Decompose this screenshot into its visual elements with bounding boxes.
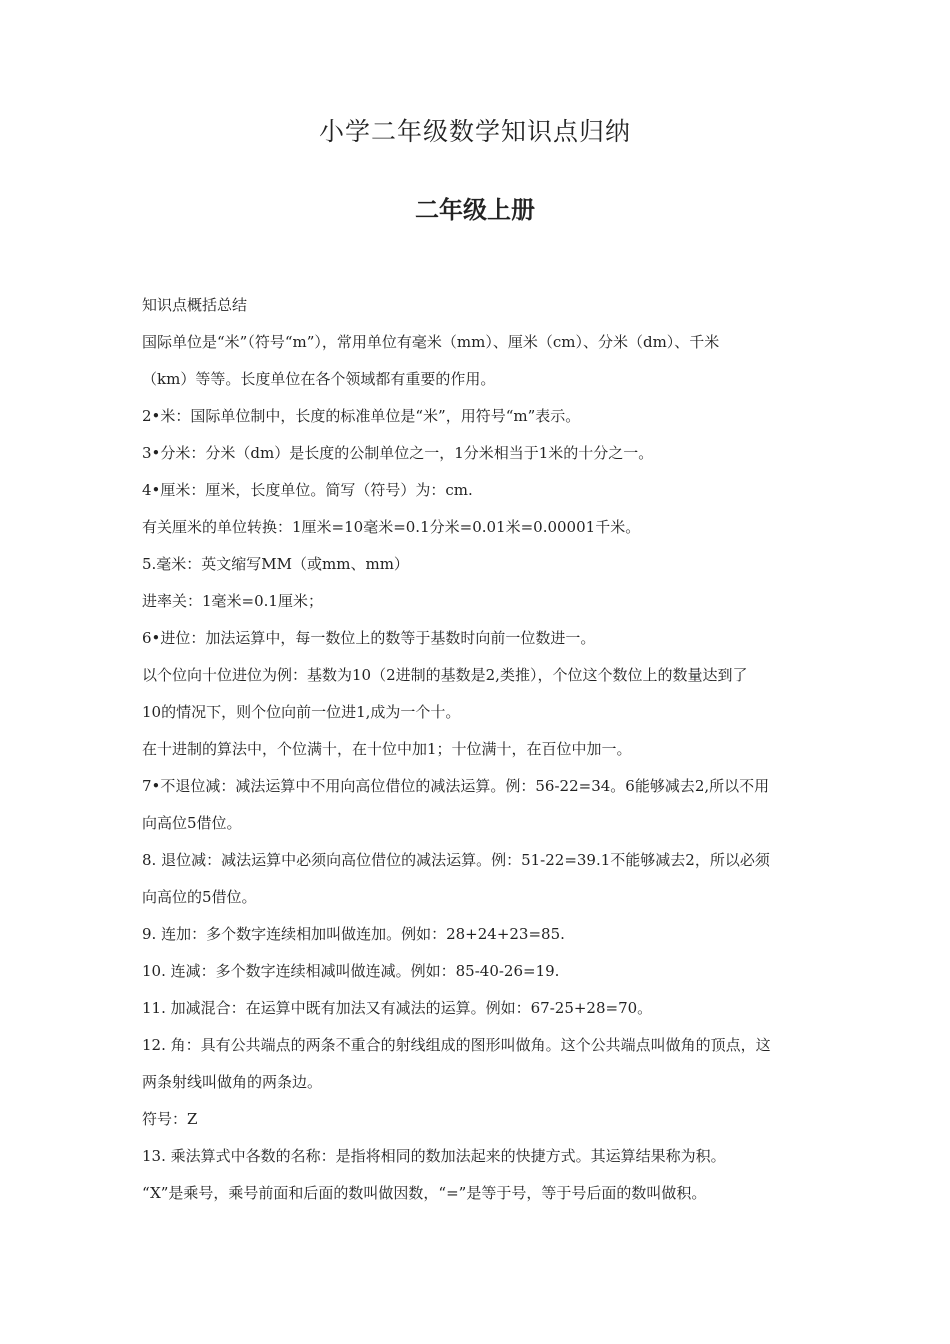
paragraph-line: 两条射线叫做角的两条边。 [142, 1073, 323, 1091]
paragraph-line: （km）等等。长度单位在各个领域都有重要的作用。 [142, 370, 496, 388]
paragraph-line: 8. 退位减：减法运算中必须向高位借位的减法运算。例：51-22=39.1不能够减去2，所以必须 [142, 851, 770, 869]
paragraph-line: 9. 连加：多个数字连续相加叫做连加。例如：28+24+23=85. [142, 925, 565, 943]
paragraph-line: 11. 加减混合：在运算中既有加法又有减法的运算。例如：67-25+28=70。 [142, 999, 653, 1017]
paragraph-line: 7•不退位减：减法运算中不用向高位借位的减法运算。例：56-22=34。6能够减去2,所以不用 [142, 777, 770, 795]
paragraph-line: 在十进制的算法中，个位满十，在十位中加1；十位满十，在百位中加一。 [142, 740, 632, 758]
document-body [142, 287, 862, 1212]
paragraph-line: 6•进位：加法运算中，每一数位上的数等于基数时向前一位数进一。 [142, 629, 596, 647]
paragraph-line: 进率关：1毫米=0.1厘米； [142, 592, 323, 610]
document-title: 小学二年级数学知识点归纳 [318, 117, 631, 146]
paragraph-line: 国际单位是“米”（符号“m”），常用单位有毫米（mm）、厘米（cm）、分米（dm）、千米 [142, 333, 720, 351]
paragraph-line: 10的情况下，则个位向前一位进1,成为一个十。 [142, 703, 461, 721]
paragraph-line: 12. 角：具有公共端点的两条不重合的射线组成的图形叫做角。这个公共端点叫做角的顶点，这 [142, 1036, 771, 1054]
paragraph-line: 13. 乘法算式中各数的名称：是指将相同的数加法起来的快捷方式。其运算结果称为积。 [142, 1147, 726, 1165]
paragraph-line: 有关厘米的单位转换：1厘米=10毫米=0.1分米=0.01米=0.00001千米。 [142, 518, 641, 536]
paragraph-line: 3•分米：分米（dm）是长度的公制单位之一，1分米相当于1米的十分之一。 [142, 444, 654, 462]
document-subtitle: 二年级上册 [415, 196, 535, 224]
paragraph-line: 5.毫米：英文缩写MM（或mm、mm） [142, 555, 409, 573]
paragraph-line: “X”是乘号，乘号前面和后面的数叫做因数，“=”是等于号，等于号后面的数叫做积。 [142, 1184, 707, 1202]
paragraph-line: 4•厘米：厘米，长度单位。简写（符号）为：cm. [142, 481, 473, 499]
paragraph-line: 向高位的5借位。 [142, 888, 257, 906]
section-heading: 知识点概括总结 [142, 296, 248, 314]
paragraph-line: 2•米：国际单位制中，长度的标准单位是“米”，用符号“m”表示。 [142, 407, 581, 425]
paragraph-line: 符号：Z [142, 1110, 198, 1128]
paragraph-line: 以个位向十位进位为例：基数为10（2进制的基数是2,类推），个位这个数位上的数量达到了 [142, 666, 748, 684]
paragraph-line: 向高位5借位。 [142, 814, 242, 832]
paragraph-line: 10. 连减：多个数字连续相减叫做连减。例如：85-40-26=19. [142, 962, 560, 980]
